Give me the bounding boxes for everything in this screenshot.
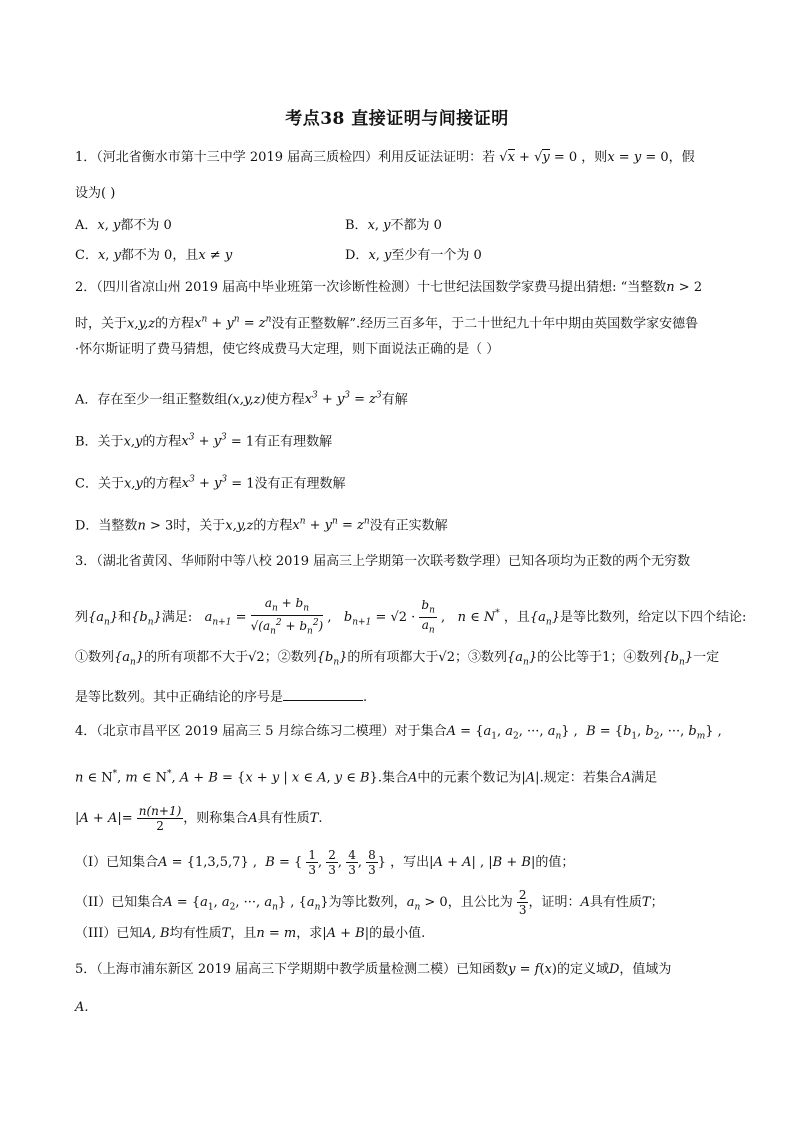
q5-line-1: 5．（上海市浦东新区 2019 届高三下学期期中教学质量检测二模）已知函数y = f(x)的定义域D，值域为 [75, 962, 672, 977]
q1-option-a: A．x, y都不为 0 [75, 218, 172, 233]
q1-stem-cont: 设为( ) [75, 186, 116, 201]
q3-line-1: 3．（湖北省黄冈、华师附中等八校 2019 届高三上学期第一次联考数学理）已知各项均为正数的两个无穷数 [75, 554, 691, 569]
q1-option-c: C．x, y都不为 0，且x ≠ y [75, 248, 233, 263]
q2-option-c: C．关于x,y的方程$x^3 + y^3 = 1$没有正有理数解 [75, 475, 346, 492]
q2-line-2: 时，关于x,y,z的方程$x^n + y^n = z^n$没有正整数解”.经历三百多年，于二十世纪九十年中期由英国数学家安德鲁 [75, 315, 699, 332]
q4-line-2: n ∈ N*, m ∈ N*, A + B = {x + y | x ∈ A, y ∈ B}.集合A中的元素个数记为|A|.规定：若集合A满足 [75, 769, 658, 786]
q1-option-b: B．x, y不都为 0 [345, 218, 442, 233]
q3-line-2: 列$\{a_n\}$和$\{b_n\}$满足: $a_{n+1}$ = $\frac{a_n + b_n}{√(a_n^2 + b_n^2)}$ , $b_{n+1} = √2$ · $\frac{b_n}{a_n}$ , n ∈ N* ，且$\{a_n\}$是等比数列，给定以下四个结论: [75, 596, 747, 637]
q3-line-3: ①数列$\{a_n\}$的所有项都不大于√2；②数列$\{b_n\}$的所有项都大于√2；③数列$\{a_n\}$的公比等于1；④数列$\{b_n\}$一定 [75, 650, 720, 668]
q2-line-1: 2．（四川省凉山州 2019 届高中毕业班第一次诊断性检测）十七世纪法国数学家费马提出猜想: “当整数n > 2 [75, 280, 703, 295]
q5-line-2: A. [75, 1000, 89, 1015]
q2-line-3: ·怀尔斯证明了费马猜想，使它终成费马大定理，则下面说法正确的是（ ） [75, 342, 500, 357]
q4-part-1: （I）已知集合A = {1,3,5,7} , B = { $\frac{1}{3}$ , $\frac{2}{3}$ , $\frac{4}{3}$ , $\frac{8}{3}$ } ，写出|A + A| , |B + B|的值； [75, 848, 575, 877]
q2-option-d: D．当整数n > 3时，关于x,y,z的方程$x^n + y^n = z^n$没有正实数解 [75, 517, 448, 534]
q2-option-a: A．存在至少一组正整数组(x,y,z)使方程$x^3 + y^3 = z^3$有解 [75, 391, 408, 408]
q1-option-d: D．x, y至少有一个为 0 [345, 248, 482, 263]
q2-option-b: B．关于x,y的方程$x^3 + y^3 = 1$有正有理数解 [75, 433, 333, 450]
answer-blank [283, 686, 363, 701]
page-title: 考点38 直接证明与间接证明 [285, 109, 509, 129]
q4-line-1: 4．（北京市昌平区 2019 届高三 5 月综合练习二模理）对于集合$A = \{a_1$, $a_2$, ···, $a_n$} , $B = \{b_1$, $b_2$, ···, $b_m$} , [75, 724, 722, 742]
q3-line-4: 是等比数列。其中正确结论的序号是 . [75, 686, 367, 708]
q4-line-3: |A + A|= $\frac{n(n+1)}{2}$ ，则称集合A具有性质T. [75, 804, 323, 833]
q4-part-3: （III）已知A, B均有性质T，且n = m，求|A + B|的最小值. [75, 926, 426, 941]
q4-part-2: （II）已知集合$A = \{a_1$, $a_2$, ···, $a_n$} , $\{a_n\}$为等比数列，$a_n > 0$，且公比为 $\frac{2}{3}$ ，证明：A具有性质T； [75, 888, 664, 917]
q1-stem: 1．（河北省衡水市第十三中学 2019 届高三质检四）利用反证法证明：若 √x + √y = 0 ，则x = y = 0，假 [75, 150, 695, 165]
